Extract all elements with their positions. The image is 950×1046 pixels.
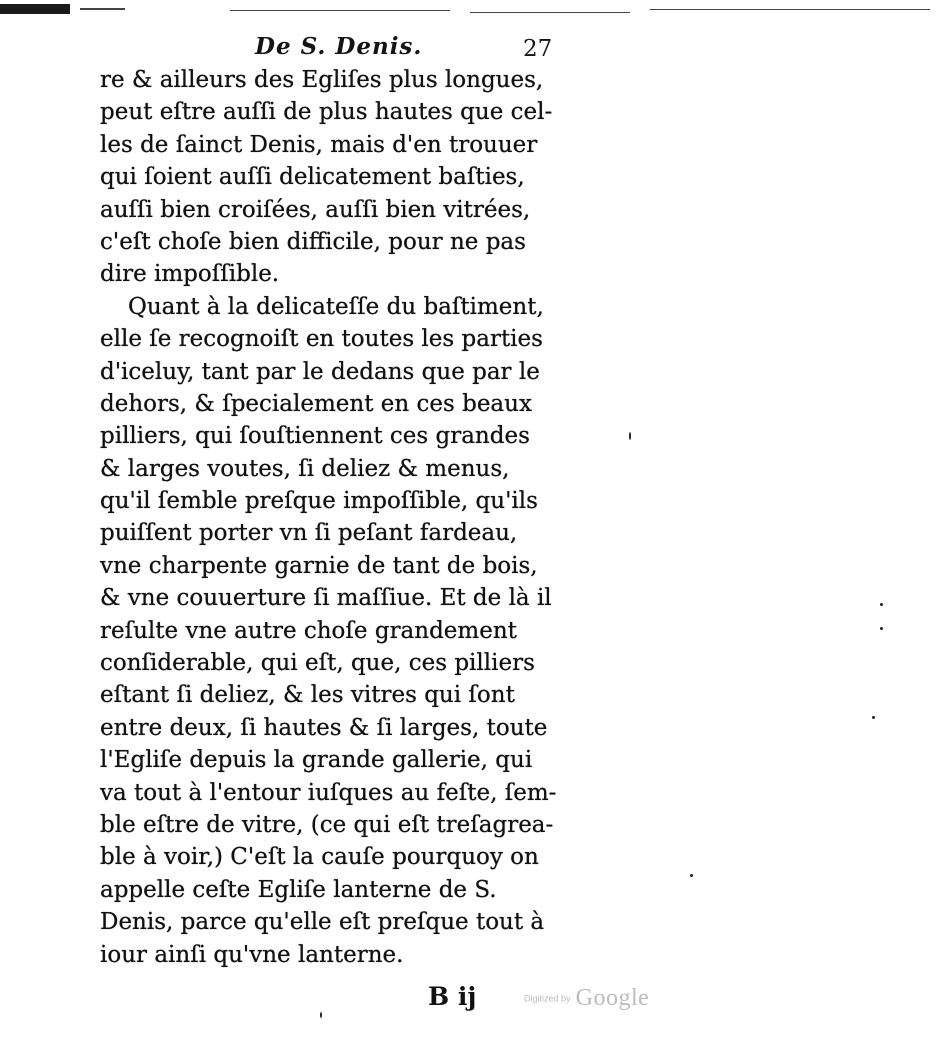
- scan-edge-streak: [650, 9, 930, 10]
- scan-speck: [320, 1012, 322, 1018]
- page-number: 27: [523, 36, 553, 62]
- text-line: l'Egliſe depuis la grande gallerie, qui: [100, 747, 533, 774]
- text-line: puiſſent porter vn ſi peſant fardeau,: [100, 520, 518, 547]
- text-line: les de ſainct Denis, mais d'en trouuer: [100, 131, 538, 158]
- text-line: Denis, parce qu'elle eſt preſque tout à: [100, 909, 545, 936]
- text-line: dire impoſſible.: [100, 261, 280, 288]
- text-line: ble eſtre de vitre, (ce qui eſt treſagrea-: [100, 811, 554, 838]
- text-line: & larges voutes, ſi deliez & menus,: [100, 455, 510, 482]
- scan-speck: [629, 432, 631, 440]
- text-line: re & ailleurs des Egliſes plus longues,: [100, 67, 544, 93]
- scan-speck: [880, 627, 883, 630]
- text-line: iour ainſi qu'vne lanterne.: [100, 941, 404, 968]
- scan-speck: [880, 603, 883, 606]
- google-wordmark: Google: [575, 985, 650, 1011]
- text-line: conſiderable, qui eſt, que, ces pilliers: [100, 650, 535, 677]
- scan-edge-streak: [230, 10, 450, 11]
- text-line: auſſi bien croiſées, auſſi bien vitrées,: [100, 196, 531, 223]
- body-text: [100, 64, 570, 971]
- text-line: c'eſt choſe bien difficile, pour ne pas: [100, 228, 526, 255]
- scan-edge-streak: [80, 8, 125, 10]
- text-line: & vne couuerture ſi maſſiue. Et de là il: [100, 585, 552, 612]
- scan-edge-dark-band: [0, 4, 70, 14]
- paragraph-start-line: Quant à la delicateſſe du baſtiment,: [128, 293, 544, 320]
- running-head: De S. Denis.: [255, 33, 423, 60]
- signature-mark: B ij: [428, 982, 477, 1011]
- text-line: entre deux, ſi hautes & ſi larges, toute: [100, 714, 548, 741]
- scan-edge-artifact: [0, 0, 950, 26]
- text-line: qu'il ſemble preſque impoſſible, qu'ils: [100, 488, 538, 515]
- text-line: pilliers, qui ſouſtiennent ces grandes: [100, 423, 530, 450]
- text-line: vne charpente garnie de tant de bois,: [100, 552, 538, 579]
- scan-edge-streak: [470, 12, 630, 13]
- text-line: reſulte vne autre choſe grandement: [100, 617, 517, 644]
- scan-speck: [690, 874, 693, 877]
- text-line: dehors, & ſpecialement en ces beaux: [100, 390, 532, 417]
- scan-speck: [872, 716, 875, 719]
- text-line: eſtant ſi deliez, & les vitres qui ſont: [100, 682, 515, 709]
- text-line: qui ſoient auſſi delicatement baſties,: [100, 164, 525, 191]
- text-line: appelle ceſte Egliſe lanterne de S.: [100, 876, 497, 903]
- text-line: ble à voir,) C'eſt la cauſe pourquoy on: [100, 844, 539, 871]
- digitization-watermark: [524, 985, 649, 1012]
- text-line: va tout à l'entour iuſques au feſte, ſem-: [100, 779, 557, 806]
- text-line: d'iceluy, tant par le dedans que par le: [100, 358, 540, 385]
- text-line: elle ſe recognoiſt en toutes les parties: [100, 326, 543, 353]
- text-line: peut eſtre auſſi de plus hautes que cel-: [100, 99, 553, 126]
- digitized-by-label: Digitized by: [524, 993, 571, 1004]
